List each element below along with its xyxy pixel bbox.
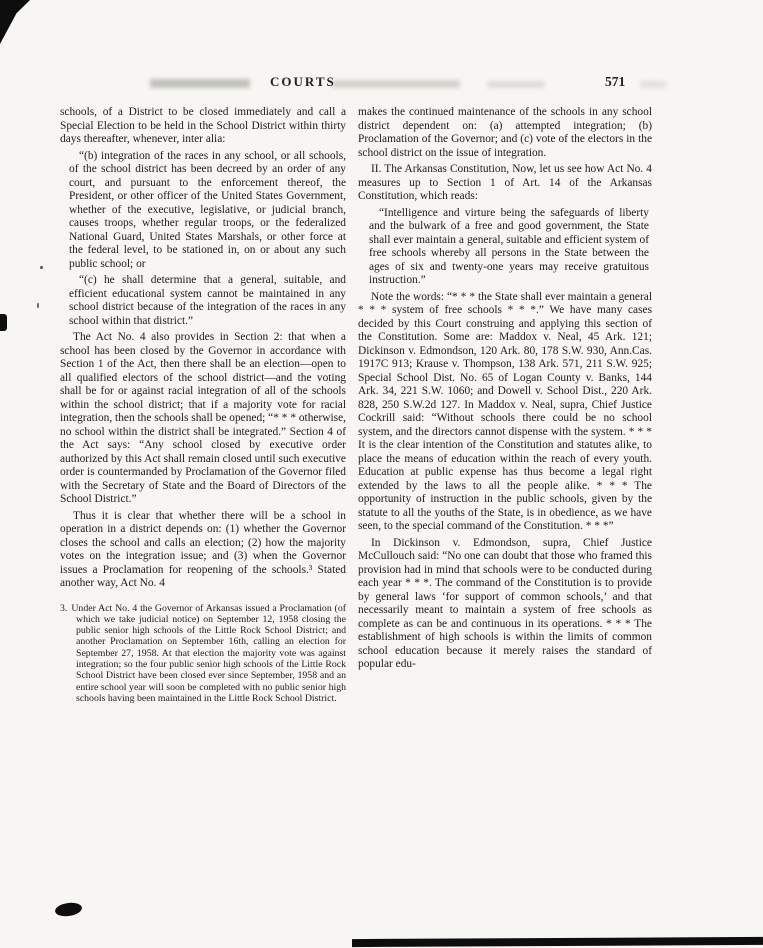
- scan-artifact-blob: [54, 901, 83, 918]
- footnote-number: 3.: [60, 602, 68, 614]
- body-paragraph: Thus it is clear that whether there will be a school in operation in a district depends on: (1) whether the Governor closes the school and calls an election; (2) how the majority votes on the integration issue; and (3) when the Governor issues a Proclamation for reopening of the schools.³ Stated another way, Act No. 4: [60, 509, 346, 589]
- section-heading-paragraph: II. The Arkansas Constitution, Now, let us see how Act No. 4 measures up to Section 1 of Art. 14 of the Arkansas Constitution, which reads:: [358, 163, 652, 202]
- right-column: [358, 106, 652, 704]
- body-paragraph: Note the words: “* * * the State shall ever maintain a general * * * system of free schools * * *.” We have many cases decided by this Court construing and applying this section of the Constitution. Some are: Maddox v. Neal, 45 Ark. 121; Dickinson v. Edmondson, 120 Ark. 80, 178 S.W. 930, Ann.Cas. 1917C 913; Krause v. Thompson, 138 Ark. 571, 211 S.W. 925; Special School Dist. No. 65 of Logan County v. Banks, 144 Ark. 34, 221 S.W. 1060; and Dowell v. School Dist., 220 Ark. 828, 250 S.W.2d 127. In Maddox v. Neal, supra, Chief Justice Cockrill said: “Without schools there could be no school system, and the directors cannot dispense with the system. * * * It is the clear intention of the Constitution and statutes alike, to place the means of education within the reach of every youth. Education at public expense has thus become a legal right extended by the laws to all the people alike. * * * The opportunity of instruction in the public schools, given by the statute to all the youths of the State, is in obedience, as we have seen, to the special command of the Constitution. * * *”: [358, 290, 652, 532]
- scan-artifact-dot: [37, 303, 39, 308]
- scan-smudge: [487, 81, 545, 88]
- scan-artifact-bottom-bar: [352, 937, 763, 947]
- left-column: [60, 106, 346, 704]
- statute-quote-b: “(b) integration of the races in any school, or all schools, of the school district has been decreed by an order of any court, and pursuant to the enforcement thereof, the President, or other officer of the United States Government, whether of the executive, legislative, or judicial branch, causes troops, whether regular troops, or the federalized National Guard, United States Marshals, or other force at the federal level, to be stationed in, on or about any such public school; or: [69, 149, 346, 270]
- scan-artifact-dot: [40, 266, 43, 269]
- running-head: COURTS: [270, 74, 336, 89]
- continuation-paragraph: makes the continued maintenance of the schools in any school district dependent on: (a) attempted integration; (b) Proclamation of the Governor; and (c) vote of the electors in the school district on the issue of integration.: [358, 106, 652, 159]
- page-number: 571: [605, 74, 626, 89]
- constitution-quote: “Intelligence and virture being the safeguards of liberty and the bulwark of a free and good government, the State shall ever maintain a general, suitable and efficient system of free schools whereby all persons in the State between the ages of six and twenty-one years may receive gratuitous instruction.”: [369, 206, 649, 286]
- body-paragraph: In Dickinson v. Edmondson, supra, Chief Justice McCullouch said: “No one can doubt that those who framed this provision had in mind that schools were to be conducted during each year * * *. The command of the Constitution is to provide by general laws ‘for support of common schools,’ and that necessarily meant to maintain a system of free schools as complete as can be and continuous in its operations. * * * The establishment of high schools is within the limits of common school education because it merely raises the standard of popular edu-: [358, 536, 652, 670]
- footnote: [60, 603, 346, 705]
- continuation-paragraph: schools, of a District to be closed immediately and call a Special Election to be held in the School District within thirty days thereafter, whenever, inter alia:: [60, 106, 346, 145]
- scan-smudge: [332, 80, 460, 88]
- scan-artifact-corner: [0, 0, 30, 44]
- scan-artifact-left-edge: [0, 314, 7, 331]
- scan-smudge: [150, 79, 250, 88]
- footnote-text: Under Act No. 4 the Governor of Arkansas issued a Proclamation (of which we take judicial notice) on September 12, 1958 closing the public senior high schools of the Little Rock School District; and another Proclamation on September 16th, calling an election for September 27, 1958. At that election the majority vote was against integration; so the four public senior high schools of the Little Rock School District have been closed ever since September, 1958 and an entire school year will soon be completed with no public senior high schools having been maintained in the Little Rock School District.: [71, 602, 346, 704]
- body-paragraph: The Act No. 4 also provides in Section 2: that when a school has been closed by the Governor in accordance with Section 1 of the Act, then there shall be an election—open to all qualified electors of the school district—and the voting shall be for or against racial integration of all of the schools within the school district; that if a majority vote for racial integration, then the schools shall be opened; “* * * otherwise, no school within the district shall be integrated.” Section 4 of the Act says: “Any school closed by executive order authorized by this Act shall remain closed until such executive order is countermanded by Proclamation of the Governor filed with the Secretary of State and the Board of Directors of the School District.”: [60, 331, 346, 505]
- scan-smudge: [640, 81, 666, 88]
- statute-quote-c: “(c) he shall determine that a general, suitable, and efficient educational system cannot be maintained in any school district because of the integration of the races in any school within that district.”: [69, 274, 346, 327]
- text-columns: [60, 106, 652, 704]
